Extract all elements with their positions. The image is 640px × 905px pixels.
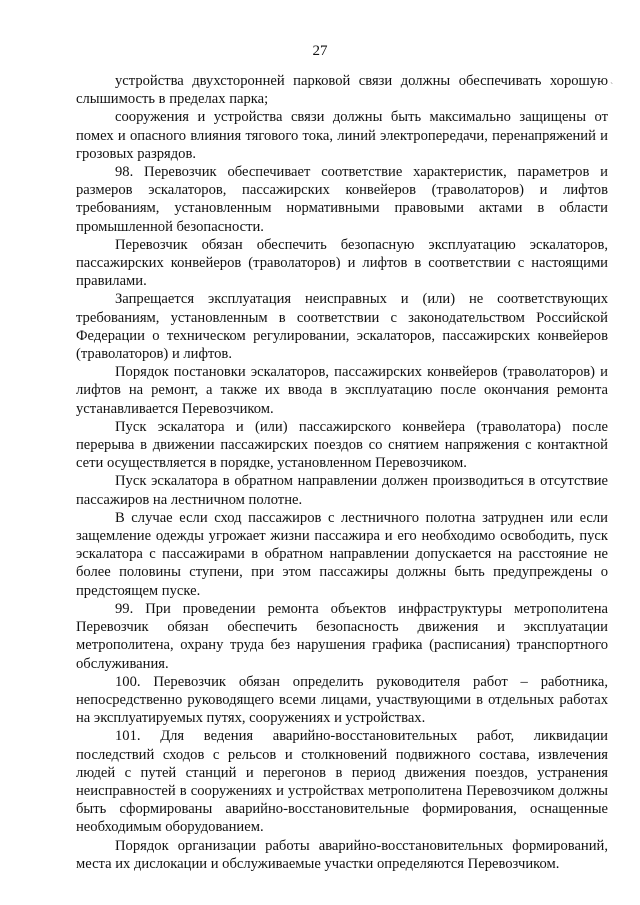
paragraph: устройства двухсторонней парковой связи должны обеспечивать хорошую слышимость в пределах парка; xyxy=(76,73,608,108)
paragraph: Перевозчик обязан обеспечить безопасную эксплуатацию эскалаторов, пассажирских конвейеров (траволаторов) и лифтов в соответствии с настоящими правилами. xyxy=(76,236,608,290)
paragraph: В случае если сход пассажиров с лестничного полотна затруднен или если защемление одежды угрожает жизни пассажира и его необходимо освободить, пуск эскалатора с пассажирами в обратном направлении допускается на расстояние не более половины ступени, при этом пассажиры должны быть предупреждены о предстоящем пуске. xyxy=(76,509,608,599)
paragraph: Запрещается эксплуатация неисправных и (или) не соответствующих требованиям, установленным в соответствии с законодательством Российской Федерации о техническом регулировании, эскалаторов, пассажирских конвейеров (траволаторов) и лифтов. xyxy=(76,291,608,363)
paragraph: 99. При проведении ремонта объектов инфраструктуры метрополитена Перевозчик обязан обеспечить безопасность движения и эксплуатации метрополитена, охрану труда без нарушения графика (расписания) транспортного обслуживания. xyxy=(76,600,608,672)
paragraph: Порядок организации работы аварийно-восстановительных формирований, места их дислокации и обслуживаемые участки определяются Перевозчиком. xyxy=(76,837,608,872)
paragraph: Пуск эскалатора и (или) пассажирского конвейера (траволатора) после перерыва в движении пассажирских поездов со снятием напряжения с контактной сети осуществляется в порядке, установленном Перевозчиком. xyxy=(76,418,608,472)
scan-mark: ` xyxy=(610,82,614,93)
paragraph: 101. Для ведения аварийно-восстановительных работ, ликвидации последствий сходов с рельсов и столкновений подвижного состава, извлечения людей с путей станций и перегонов в период движения поездов, устранения неисправностей в сооружениях и устройствах метрополитена Перевозчиком должны быть сформированы аварийно-восстановительные формирования, оснащенные необходимым оборудованием. xyxy=(76,728,608,836)
paragraph: Пуск эскалатора в обратном направлении должен производиться в отсутствие пассажиров на лестничном полотне. xyxy=(76,473,608,508)
paragraph: 98. Перевозчик обеспечивает соответствие характеристик, параметров и размеров эскалаторов, пассажирских конвейеров (траволаторов) и лифтов требованиям, установленным нормативными правовыми актами в области промышленной безопасности. xyxy=(76,164,608,235)
document-body xyxy=(76,72,608,873)
paragraph: Порядок постановки эскалаторов, пассажирских конвейеров (траволаторов) и лифтов на ремонт, а также их ввода в эксплуатацию после окончания ремонта устанавливается Перевозчиком. xyxy=(76,364,608,417)
paragraph: 100. Перевозчик обязан определить руководителя работ – работника, непосредственно руководящего всеми лицами, участвующими в отдельных работах на эксплуатируемых путях, сооружениях и устройствах. xyxy=(76,673,608,727)
page-number: 27 xyxy=(312,43,328,59)
paragraph: сооружения и устройства связи должны быть максимально защищены от помех и опасного влияния тягового тока, линий электропередачи, перенапряжений и грозовых разрядов. xyxy=(76,109,608,162)
